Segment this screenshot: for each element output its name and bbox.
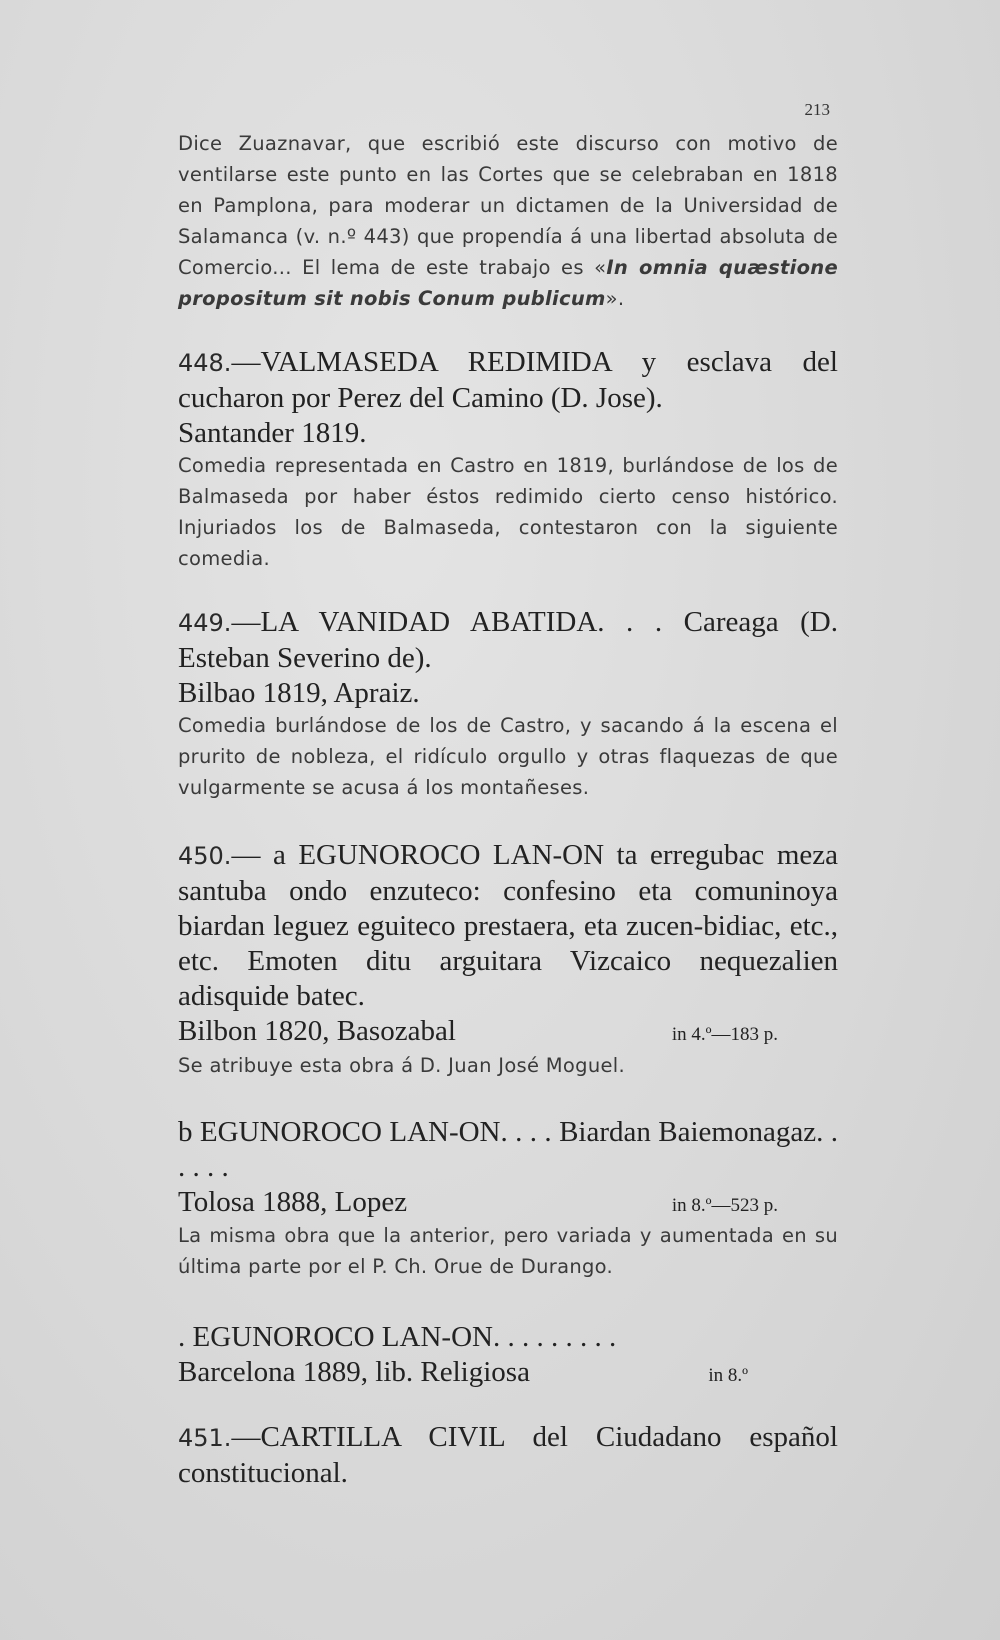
- entry-451: [178, 1420, 838, 1491]
- entry-450c-title: . EGUNOROCO LAN-ON. . . . . . . . .: [178, 1321, 617, 1353]
- entry-448-imprint: Santander 1819.: [178, 417, 367, 449]
- entry-448-title-text: —VALMASEDA REDIMIDA y esclava del cucharon por Perez del Camino (D. Jose).: [178, 346, 838, 414]
- intro-paragraph: [178, 128, 838, 314]
- entry-449-note: Comedia burlándose de los de Castro, y sacando á la escena el prurito de nobleza, el ridículo orgullo y otras flaquezas de que vulgarmente se acusa á los montañeses.: [178, 714, 838, 799]
- entry-448: [178, 345, 838, 451]
- entry-450-note: Se atribuye esta obra á D. Juan José Moguel.: [178, 1054, 626, 1077]
- entry-449: [178, 605, 838, 711]
- entry-451-number: 451.: [178, 1424, 232, 1452]
- entry-450b: [178, 1115, 838, 1223]
- entry-450c-imprint-line: [178, 1355, 838, 1393]
- entry-450-format: in 4.º—183 p.: [671, 1024, 778, 1045]
- entry-448-title: [178, 345, 838, 416]
- entry-450b-format: in 8.º—523 p.: [671, 1195, 778, 1216]
- entry-449-title: [178, 605, 838, 676]
- entry-450c: [178, 1320, 838, 1393]
- entry-450-imprint: Bilbon 1820, Basozabal: [178, 1015, 456, 1047]
- entry-450-imprint-line: [178, 1014, 838, 1052]
- entry-450b-imprint: Tolosa 1888, Lopez: [178, 1186, 408, 1218]
- entry-449-imprint: Bilbao 1819, Apraiz.: [178, 677, 420, 709]
- entry-450: [178, 838, 838, 1052]
- entry-450b-imprint-line: [178, 1185, 838, 1223]
- page-number: 213: [804, 100, 830, 119]
- entry-450b-note: La misma obra que la anterior, pero variada y aumentada en su última parte por el P. Ch. Orue de Durango.: [178, 1224, 838, 1278]
- intro-motto: In omnia quæstione propositum sit nobis Conum publicum: [178, 256, 838, 310]
- entry-451-title-text: —CARTILLA CIVIL del Ciudadano español constitucional.: [178, 1421, 838, 1489]
- entry-448-note: Comedia representada en Castro en 1819, burlándose de los de Balmaseda por haber éstos redimido cierto censo histórico. Injuriados los de Balmaseda, contestaron con la siguiente comedia.: [178, 454, 838, 570]
- entry-450c-format: in 8.º: [708, 1365, 748, 1386]
- entry-448-number: 448.: [178, 349, 232, 377]
- entry-450-title: [178, 838, 838, 1014]
- entry-450c-imprint: Barcelona 1889, lib. Religiosa: [178, 1356, 530, 1388]
- intro-end: ».: [605, 287, 625, 310]
- entry-450-number: 450.: [178, 842, 232, 870]
- entry-449-title-text: —LA VANIDAD ABATIDA. . . Careaga (D. Esteban Severino de).: [178, 606, 838, 674]
- intro-text: Dice Zuaznavar, que escribió este discurso con motivo de ventilarse este punto en las Cortes que se celebraban en 1818 en Pamplona, para moderar un dictamen de la Universidad de Salamanca (v. n.º 443) que propendía á una libertad absoluta de Comercio... El lema de este trabajo es «: [178, 132, 838, 279]
- entry-451-title: [178, 1420, 838, 1491]
- entry-449-number: 449.: [178, 609, 232, 637]
- entry-450-title-text: — a EGUNOROCO LAN-ON ta erregubac meza santuba ondo enzuteco: confesino eta comuninoya biardan leguez eguiteco prestaera, eta zucen-bidiac, etc., etc. Emoten ditu arguitara Vizcaico nequezalien adisquide batec.: [178, 839, 838, 1012]
- entry-450b-title: b EGUNOROCO LAN-ON. . . . Biardan Baiemonagaz. . . . . .: [178, 1116, 838, 1183]
